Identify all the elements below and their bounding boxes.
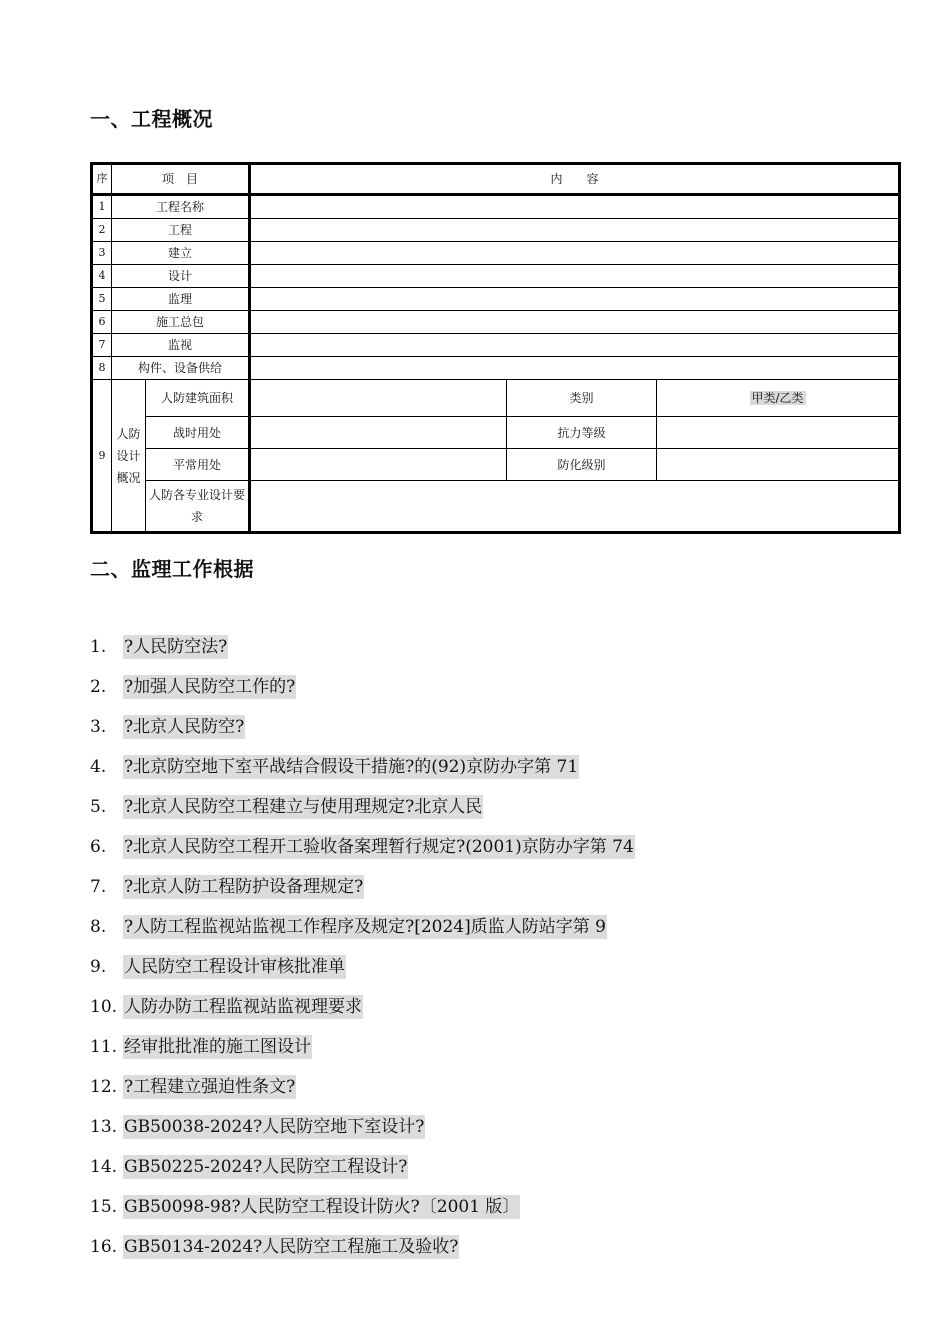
chem-protection-label: 防化级别 (507, 449, 657, 481)
peace-use-value-cell[interactable] (250, 449, 507, 481)
row-number: 7 (92, 334, 112, 357)
list-item-text: GB50225-2024?人民防空工程设计? (124, 1157, 408, 1177)
table-row (92, 334, 900, 357)
table-row (92, 195, 900, 219)
list-item (90, 830, 635, 870)
row-number: 6 (92, 311, 112, 334)
table-row-peace-use (92, 449, 900, 481)
list-item-number: 4. (90, 757, 107, 777)
table-row (92, 242, 900, 265)
table-row (92, 311, 900, 334)
table-row-design-requirements (92, 481, 900, 533)
list-item-text: ?人民防空法? (124, 637, 228, 657)
list-item-text: ?北京人民防空工程开工验收备案理暂行规定?(2001)京防办字第 74 (124, 837, 634, 857)
section-title-overview: 一、工程概况 (90, 107, 213, 131)
list-item-text: ?北京人防工程防护设备理规定? (124, 877, 364, 897)
row-item-label: 监理 (112, 288, 250, 311)
row-item-label: 建立 (112, 242, 250, 265)
category-label: 类别 (507, 380, 657, 417)
list-item-text: ?加强人民防空工作的? (124, 677, 296, 697)
row-number: 4 (92, 265, 112, 288)
design-requirements-value-cell[interactable] (250, 481, 900, 533)
list-item (90, 1230, 635, 1270)
list-item (90, 990, 635, 1030)
header-seq: 序 (92, 164, 112, 195)
list-item (90, 1030, 635, 1070)
list-item (90, 670, 635, 710)
list-item (90, 1150, 635, 1190)
list-item-text: ?北京防空地下室平战结合假设干措施?的(92)京防办字第 71 (124, 757, 579, 777)
row-content-cell[interactable] (250, 334, 900, 357)
list-item (90, 870, 635, 910)
chem-protection-value-cell[interactable] (657, 449, 900, 481)
supervision-basis-list (90, 630, 635, 1270)
list-item-text: GB50098-98?人民防空工程设计防火?〔2001 版〕 (124, 1197, 520, 1217)
list-item-number: 9. (90, 957, 107, 977)
row-content-cell[interactable] (250, 311, 900, 334)
list-item (90, 950, 635, 990)
row-content-cell[interactable] (250, 265, 900, 288)
table-row (92, 265, 900, 288)
peace-use-label: 平常用处 (146, 449, 250, 481)
row-number: 5 (92, 288, 112, 311)
resistance-label: 抗力等级 (507, 417, 657, 449)
row-content-cell[interactable] (250, 242, 900, 265)
civil-defense-group-label: 人防设计概况 (112, 380, 146, 533)
section-title-supervision-basis: 二、监理工作根据 (90, 557, 254, 581)
list-item (90, 1110, 635, 1150)
row-item-label: 工程名称 (112, 195, 250, 219)
list-item-number: 1. (90, 637, 107, 657)
table-row (92, 219, 900, 242)
row-item-label: 施工总包 (112, 311, 250, 334)
list-item-text: GB50134-2024?人民防空工程施工及验收? (124, 1237, 459, 1257)
list-item-number: 7. (90, 877, 107, 897)
row-content-cell[interactable] (250, 288, 900, 311)
list-item-number: 12. (90, 1077, 118, 1097)
list-item (90, 1070, 635, 1110)
list-item (90, 1190, 635, 1230)
row-number: 8 (92, 357, 112, 380)
list-item-number: 16. (90, 1237, 118, 1257)
list-item-text: 经审批批准的施工图设计 (124, 1037, 311, 1057)
row-content-cell[interactable] (250, 219, 900, 242)
list-item-text: 人民防空工程设计审核批准单 (124, 957, 345, 977)
category-value-cell[interactable] (657, 380, 900, 417)
row-number: 1 (92, 195, 112, 219)
war-use-value-cell[interactable] (250, 417, 507, 449)
list-item-number: 3. (90, 717, 107, 737)
category-value: 甲类/乙类 (751, 391, 804, 405)
row-content-cell[interactable] (250, 357, 900, 380)
row-number: 3 (92, 242, 112, 265)
table-row (92, 288, 900, 311)
row-item-label: 工程 (112, 219, 250, 242)
row-item-label: 监视 (112, 334, 250, 357)
list-item-text: ?人防工程监视站监视工作程序及规定?[2024]质监人防站字第 9 (124, 917, 606, 937)
row-item-label: 设计 (112, 265, 250, 288)
row-content-cell[interactable] (250, 195, 900, 219)
list-item-text: GB50038-2024?人民防空地下室设计? (124, 1117, 425, 1137)
row-item-label: 构件、设备供给 (112, 357, 250, 380)
resistance-value-cell[interactable] (657, 417, 900, 449)
list-item-text: ?北京人民防空工程建立与使用理规定?北京人民 (124, 797, 483, 817)
table-row (92, 357, 900, 380)
list-item (90, 790, 635, 830)
area-label: 人防建筑面积 (146, 380, 250, 417)
list-item (90, 750, 635, 790)
list-item-text: ?北京人民防空? (124, 717, 245, 737)
war-use-label: 战时用处 (146, 417, 250, 449)
list-item (90, 630, 635, 670)
list-item-number: 6. (90, 837, 107, 857)
list-item-number: 11. (90, 1037, 118, 1057)
project-overview-table (90, 162, 901, 534)
list-item-number: 5. (90, 797, 107, 817)
row-number: 9 (92, 380, 112, 533)
table-row-war-use (92, 417, 900, 449)
list-item (90, 910, 635, 950)
list-item-number: 8. (90, 917, 107, 937)
list-item-number: 2. (90, 677, 107, 697)
area-value-cell[interactable] (250, 380, 507, 417)
list-item-number: 10. (90, 997, 118, 1017)
table-row-civil-defense-area (92, 380, 900, 417)
list-item-number: 15. (90, 1197, 118, 1217)
row-number: 2 (92, 219, 112, 242)
header-item: 项 目 (112, 164, 250, 195)
header-content: 内 容 (250, 164, 900, 195)
list-item-text: ?工程建立强迫性条文? (124, 1077, 296, 1097)
list-item (90, 710, 635, 750)
design-requirements-label: 人防各专业设计要求 (146, 481, 250, 533)
table-header-row (92, 164, 900, 195)
list-item-text: 人防办防工程监视站监视理要求 (124, 997, 362, 1017)
list-item-number: 14. (90, 1157, 118, 1177)
list-item-number: 13. (90, 1117, 118, 1137)
